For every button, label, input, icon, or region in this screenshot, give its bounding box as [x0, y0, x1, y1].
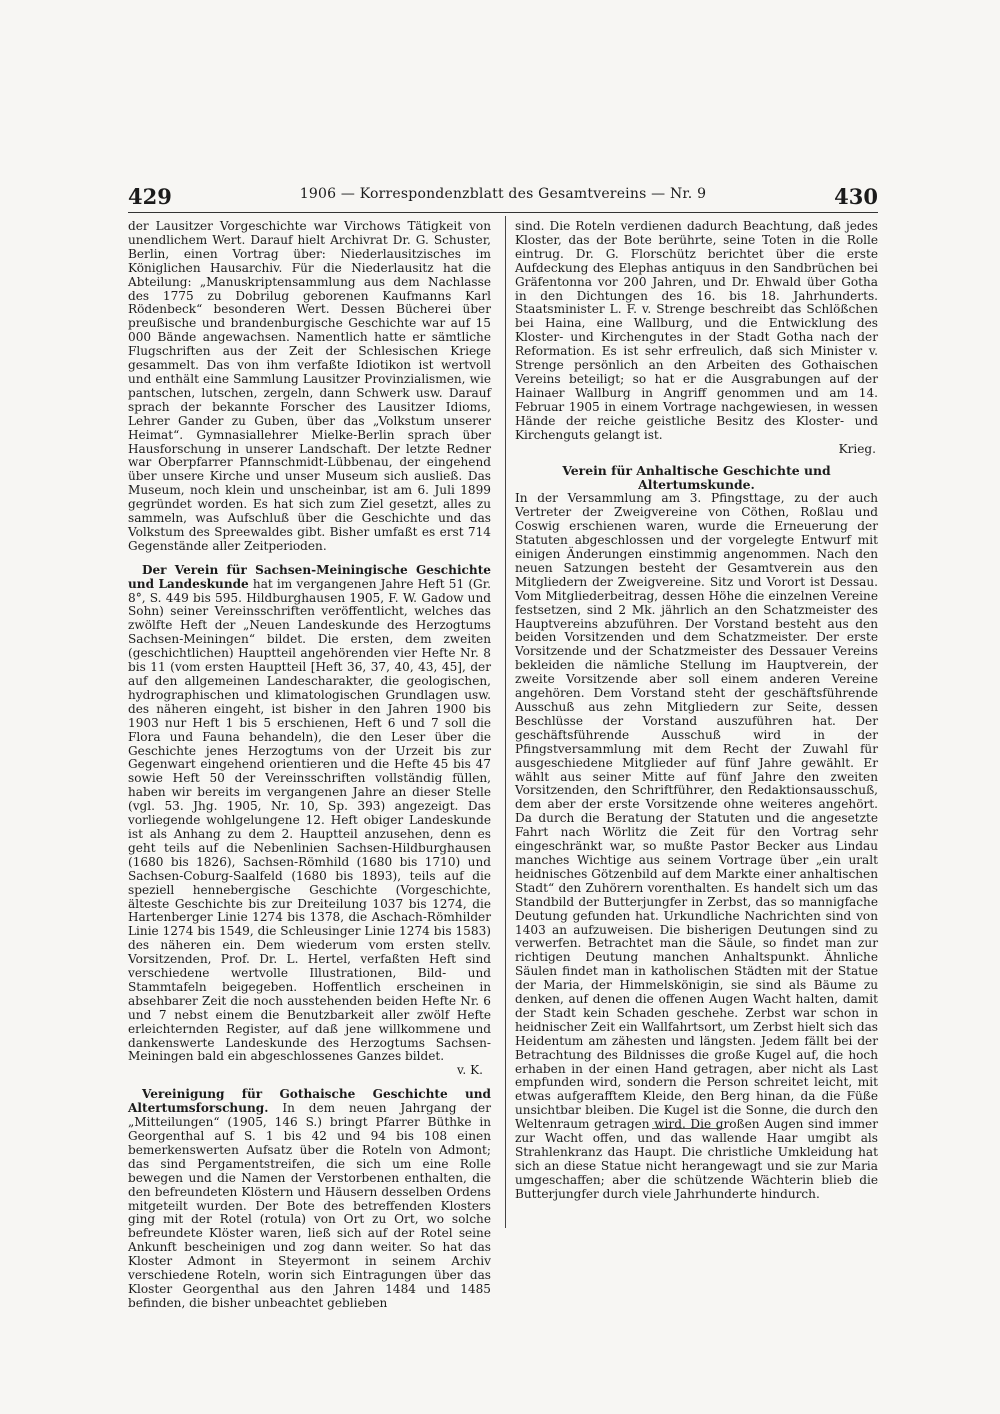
section-body-gotha: In dem neuen Jahrgang der „Mitteilungen“ (1905, 146 S.) bringt Pfarrer Büthke in Georgenthal auf S. 1 bis 42 und 94 bis 108 einen bemerkenswerten Aufsatz über die Roteln von Admont; das sind Pergamentstreifen, die sich um eine Rolle bewegen und die Namen der Verstorbenen enthalten, die den befreundeten Klöstern und Häusern desselben Ordens mitgeteilt wurden. Der Bote des betreffenden Klosters ging mit der Rotel (rotula) von Ort zu Ort, wo solche befreundete Klöster waren, ließ sich auf der Rotel seine Ankunft bescheinigen und zog dann weiter. So hat das Kloster Admont in Steyermont in seinem Archiv verschiedene Roteln, worin sich Eintragungen über das Kloster Georgenthal aus den Jahren 1484 und 1485 befinden, die bisher unbeachtet geblieben — [128, 1101, 491, 1310]
section-body-sachsen-meiningen: hat im vergangenen Jahre Heft 51 (Gr. 8°, S. 449 bis 595. Hildburghausen 1905, F. W. Gadow und Sohn) seiner Vereinsschriften veröffentlicht, welches das zwölfte Heft der „Neuen Landeskunde des Herzogtums Sachsen-Meiningen“ bildet. Die ersten, dem zweiten (geschichtlichen) Hauptteil angehörenden vier Hefte Nr. 8 bis 11 (vom ersten Hauptteil [Heft 36, 37, 40, 43, 45], der auf den allgemeinen Landescharakter, die geologischen, hydrographischen und klimatologischen Grundlagen usw. des näheren eingeht, ist bisher in den Jahren 1900 bis 1903 nur Heft 1 bis 5 erschienen, Heft 6 und 7 soll die Flora und Fauna behandeln), die den Leser über die Geschichte jenes Herzogtums von der Urzeit bis zur Gegenwart eingehend orientieren und die Hefte 45 bis 47 sowie Heft 50 der Vereinsschriften vollständig füllen, haben wir bereits im vergangenen Jahre an dieser Stelle (vgl. 53. Jhg. 1905, Nr. 10, Sp. 393) angezeigt. Das vorliegende wohlgelungene 12. Heft obiger Landeskunde ist als Anhang zu dem 2. Hauptteil anzusehen, denn es geht teils auf die Nebenlinien Sachsen-Hildburghausen (1680 bis 1826), Sachsen-Römhild (1680 bis 1710) und Sachsen-Coburg-Saalfeld (1680 bis 1893), teils auf die speziell hennebergische Geschichte (Vorgeschichte, älteste Geschichte bis zur Dreiteilung 1037 bis 1274, die Hartenberger Linie 1274 bis 1378, die Aschach-Römhilder Linie 1274 bis 1549, die Schleusinger Linie 1274 bis 1583) des näheren ein. Dem wiederum vom ersten stellv. Vorsitzenden, Prof. Dr. L. Hertel, verfaßten Heft sind verschiedene wertvolle Illustrationen, Bild- und Stammtafeln beigegeben. Hoffentlich erscheinen in absehbarer Zeit die noch ausstehenden beiden Hefte Nr. 6 und 7 nebst einem die Benutzbarkeit aller zwölf Hefte erleichternden Register, auf daß jene willkommene und dankenswerte Landeskunde des Herzogtums Sachsen-Meiningen bald ein abgeschlossenes Ganzes bildet. — [128, 576, 491, 1064]
column-divider — [505, 216, 506, 1228]
section-heading-sachsen-meiningen: Der Verein für Sachsen-Meiningische Geschichte und Landeskunde — [128, 562, 491, 591]
section-gotha — [128, 1088, 491, 1311]
running-title: 1906 — Korrespondenzblatt des Gesamtvereins — Nr. 9 — [299, 186, 707, 202]
page-number-left: 429 — [128, 184, 172, 209]
signature-krieg: Krieg. — [838, 441, 876, 456]
left-column — [128, 220, 491, 1311]
end-rule — [652, 1128, 724, 1129]
section-sachsen-meiningen — [128, 564, 491, 1065]
paragraph-lausitz: der Lausitzer Vorgeschichte war Virchows Tätigkeit von unendlichem Wert. Darauf hielt Archivrat Dr. G. Schuster, Berlin, einen Vortrag über: Niederlausitzisches im Königlichen Hausarchiv. Für die Niederlausitz hat die Abteilung: „Manuskriptensammlung aus dem Nachlasse des 1775 zu Dobrilug geborenen Kaufmanns Karl Rödenbeck“ besonderen Wert. Dessen Bücherei über preußische und brandenburgische Geschichte war auf 15 000 Bände angewachsen. Namentlich hatte er sämtliche Flugschriften aus der Zeit der Schlesischen Kriege gesammelt. Das von ihm verfaßte Idiotikon ist wertvoll und enthält eine Sammlung Lausitzer Provinzialismen, wie pantschen, lutschen, zergeln, dann Schwerk usw. Darauf sprach der bekannte Forscher des Lausitzer Idioms, Lehrer Gander zu Guben, über das „Volkstum unserer Heimat“. Gymnasiallehrer Mielke-Berlin sprach über Hausforschung in unserer Landschaft. Der letzte Redner war Oberpfarrer Pfannschmidt-Lübbenau, der eingehend über unsere Kirche und unser Museum sich ausließ. Das Museum, noch klein und unscheinbar, ist am 6. Juli 1899 gegründet worden. Es hat sich zum Ziel gesetzt, alles zu sammeln, was Aufschluß über die Geschichte und das Volkstum des Spreewaldes gibt. Bisher umfaßt es erst 714 Gegenstände aller Zeitperioden. — [128, 219, 491, 553]
section-body-anhalt: In der Versammlung am 3. Pfingsttage, zu der auch Vertreter der Zweigvereine von Cöthen, Roßlau und Coswig erschienen waren, wurde die Erneuerung der Statuten abgeschlossen und der vorgelegte Entwurf mit einigen Änderungen einstimmig angenommen. Nach den neuen Satzungen besteht der Gesamtverein aus den Mitgliedern der Zweigvereine. Sitz und Vorort ist Dessau. Vom Mitgliederbeitrag, dessen Höhe die einzelnen Vereine festsetzen, sind 2 Mk. jährlich an den Schatzmeister des Hauptvereins abzuführen. Der Vorstand besteht aus den beiden Vorsitzenden und dem Schatzmeister. Der erste Vorsitzende und der Schatzmeister des Dessauer Vereins bekleiden die nämliche Stellung im Hauptverein, der zweite Vorsitzende aber soll einem anderen Vereine angehören. Dem Vorstand steht der geschäftsführende Ausschuß aus zehn Mitgliedern zur Seite, dessen Beschlüsse der Vorstand auszuführen hat. Der geschäftsführende Ausschuß wird in der Pfingstversammlung mit dem Recht der Zuwahl für ausgeschiedene Mitglieder auf fünf Jahre gewählt. Er wählt aus seiner Mitte auf fünf Jahre den zweiten Vorsitzenden, den Schriftführer, den Redaktionsausschuß, dem aber der erste Vorsitzende ohne weiteres angehört. Da durch die Beratung der Statuten und die angesetzte Fahrt nach Wörlitz die Zeit für den Vortrag sehr eingeschränkt war, so mußte Pastor Becker aus Lindau manches Wichtige aus seinem Vortrage über „ein uralt heidnisches Götzenbild auf dem Markte einer anhaltischen Stadt“ den Zuhörern vorenthalten. Es handelt sich um das Standbild der Butterjungfer in Zerbst, das so mannigfache Deutung gefunden hat. Urkundliche Nachrichten sind von 1403 an aufzuweisen. Die bisherigen Deutungen sind zu verwerfen. Betrachtet man die Säule, so findet man zur richtigen Deutung manchen Anhaltspunkt. Ähnliche Säulen findet man in katholischen Städten mit der Statue der Maria, der Himmelskönigin, sie sind als Bäume zu denken, auf denen die offenen Augen Wacht halten, damit der Stadt kein Schaden geschehe. Zerbst war schon in heidnischer Zeit ein Wallfahrtsort, um Zerbst hielt sich das Heidentum am zähesten und längsten. Jedem fällt bei der Betrachtung des Bildnisses die große Kugel auf, die hoch erhaben in der einen Hand getragen, aber nicht als Last empfunden wird, sondern die Person schreitet leicht, mit etwas aufgerafftem Kleide, den Berg hinan, da die Füße unsichtbar bleiben. Die Kugel ist die Sonne, die durch den Weltenraum getragen wird. Die großen Augen sind immer zur Wacht offen, und das wallende Haar umgibt als Strahlenkranz das Haupt. Die christliche Umkleidung hat sich an diese Statue nicht herangewagt und sie zur Maria umgeschaffen; aber die schützende Wächterin blieb die Butterjungfer durch viele Jahrhunderte hindurch. — [515, 491, 878, 1201]
section-heading-anhalt: Verein für Anhaltische Geschichte und Altertumskunde. — [562, 463, 831, 493]
page-header — [128, 180, 878, 210]
section-heading-gotha: Vereinigung für Gothaische Geschichte und Altertumsforschung. — [128, 1087, 491, 1116]
paragraph-roteln: sind. Die Roteln verdienen dadurch Beachtung, daß jedes Kloster, das der Bote berührte, seine Toten in die Rolle eintrug. Dr. G. Florschütz berichtet über die erste Aufdeckung des Elephas antiquus in den Sandbrüchen bei Gräfentonna vor 200 Jahren, und Dr. Ehwald über Gotha in den Dichtungen des 16. bis 18. Jahrhunderts. Staatsminister L. F. v. Strenge beschreibt das Schlößchen bei Haina, eine Wallburg, und die Entwicklung des Kloster- und Kirchengutes in der Stadt Gotha nach der Reformation. Es ist sehr erfreulich, daß sich Minister v. Strenge persönlich an den Arbeiten des Gothaischen Vereins beteiligt; so hat er die Ausgrabungen auf der Hainaer Wallburg in Angriff genommen und am 14. Februar 1905 in einem Vortrage nachgewiesen, in wessen Hände der reiche geistliche Besitz des Kloster- und Kirchenguts gelangt ist. — [515, 219, 878, 442]
page-number-right: 430 — [834, 184, 878, 209]
right-column — [515, 220, 878, 1202]
header-rule — [128, 212, 878, 213]
signature-vk: v. K. — [457, 1063, 483, 1078]
